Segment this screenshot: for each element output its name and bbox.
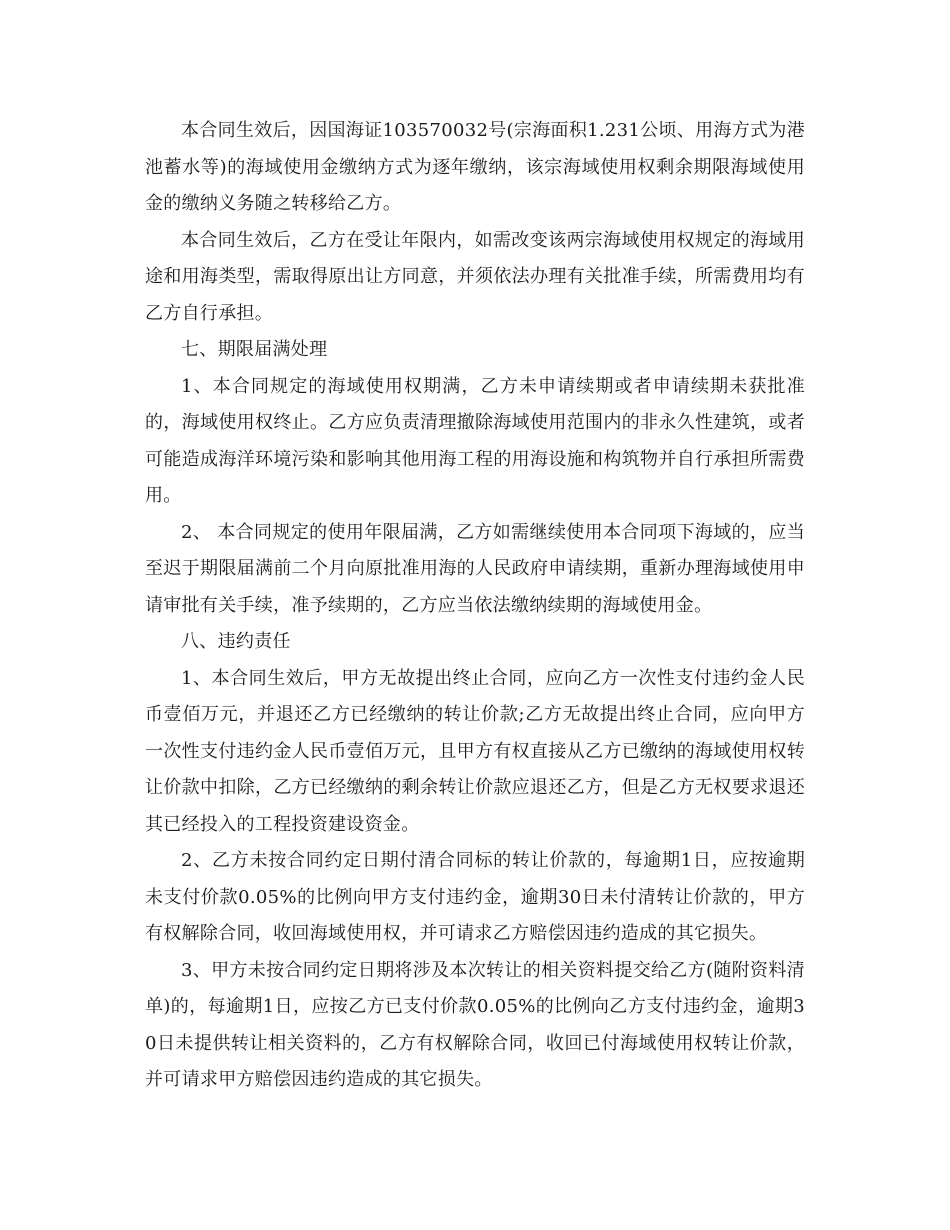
- paragraph-usage-change: 本合同生效后，乙方在受让年限内，如需改变该两宗海域使用权规定的海域用途和用海类型，需取得原出让方同意，并须依法办理有关批准手续，所需费用均有乙方自行承担。: [145, 229, 805, 324]
- paragraph-expiry-clause-2: 2、 本合同规定的使用年限届满，乙方如需继续使用本合同项下海域的，应当至迟于期限届满前二个月向原批准用海的人民政府申请续期，重新办理海域使用申请审批有关手续，准予续期的，乙方应当依法缴纳续期的海域使用金。: [145, 521, 805, 616]
- paragraph-breach-clause-3: 3、甲方未按合同约定日期将涉及本次转让的相关资料提交给乙方(随附资料清单)的，每逾期1日，应按乙方已支付价款0.05%的比例向乙方支付违约金，逾期30日未提供转让相关资料的，乙方有权解除合同，收回已付海域使用权转让价款，并可请求甲方赔偿因违约造成的其它损失。: [145, 959, 805, 1090]
- document-body: [145, 113, 805, 1099]
- section-heading-term-expiry: 七、期限届满处理: [181, 339, 328, 360]
- paragraph-breach-clause-1: 1、本合同生效后，甲方无故提出终止合同，应向乙方一次性支付违约金人民币壹佰万元，并退还乙方已经缴纳的转让价款;乙方无故提出终止合同，应向甲方一次性支付违约金人民币壹佰万元，且甲方有权直接从乙方已缴纳的海域使用权转让价款中扣除，乙方已经缴纳的剩余转让价款应退还乙方，但是乙方无权要求退还其已经投入的工程投资建设资金。: [145, 667, 805, 835]
- paragraph-haiyu-fee-transfer: 本合同生效后，因国海证103570032号(宗海面积1.231公顷、用海方式为港池蓄水等)的海域使用金缴纳方式为逐年缴纳，该宗海域使用权剩余期限海域使用金的缴纳义务随之转移给乙方。: [145, 120, 805, 214]
- paragraph-breach-clause-2: 2、乙方未按合同约定日期付清合同标的转让价款的，每逾期1日，应按逾期未支付价款0.05%的比例向甲方支付违约金，逾期30日未付清转让价款的，甲方有权解除合同，收回海域使用权，并可请求乙方赔偿因违约造成的其它损失。: [145, 850, 805, 944]
- paragraph-expiry-clause-1: 1、本合同规定的海域使用权期满，乙方未申请续期或者申请续期未获批准的，海域使用权终止。乙方应负责清理撤除海域使用范围内的非永久性建筑，或者可能造成海洋环境污染和影响其他用海工程的用海设施和构筑物并自行承担所需费用。: [145, 375, 805, 506]
- section-heading-breach-liability: 八、违约责任: [181, 631, 291, 652]
